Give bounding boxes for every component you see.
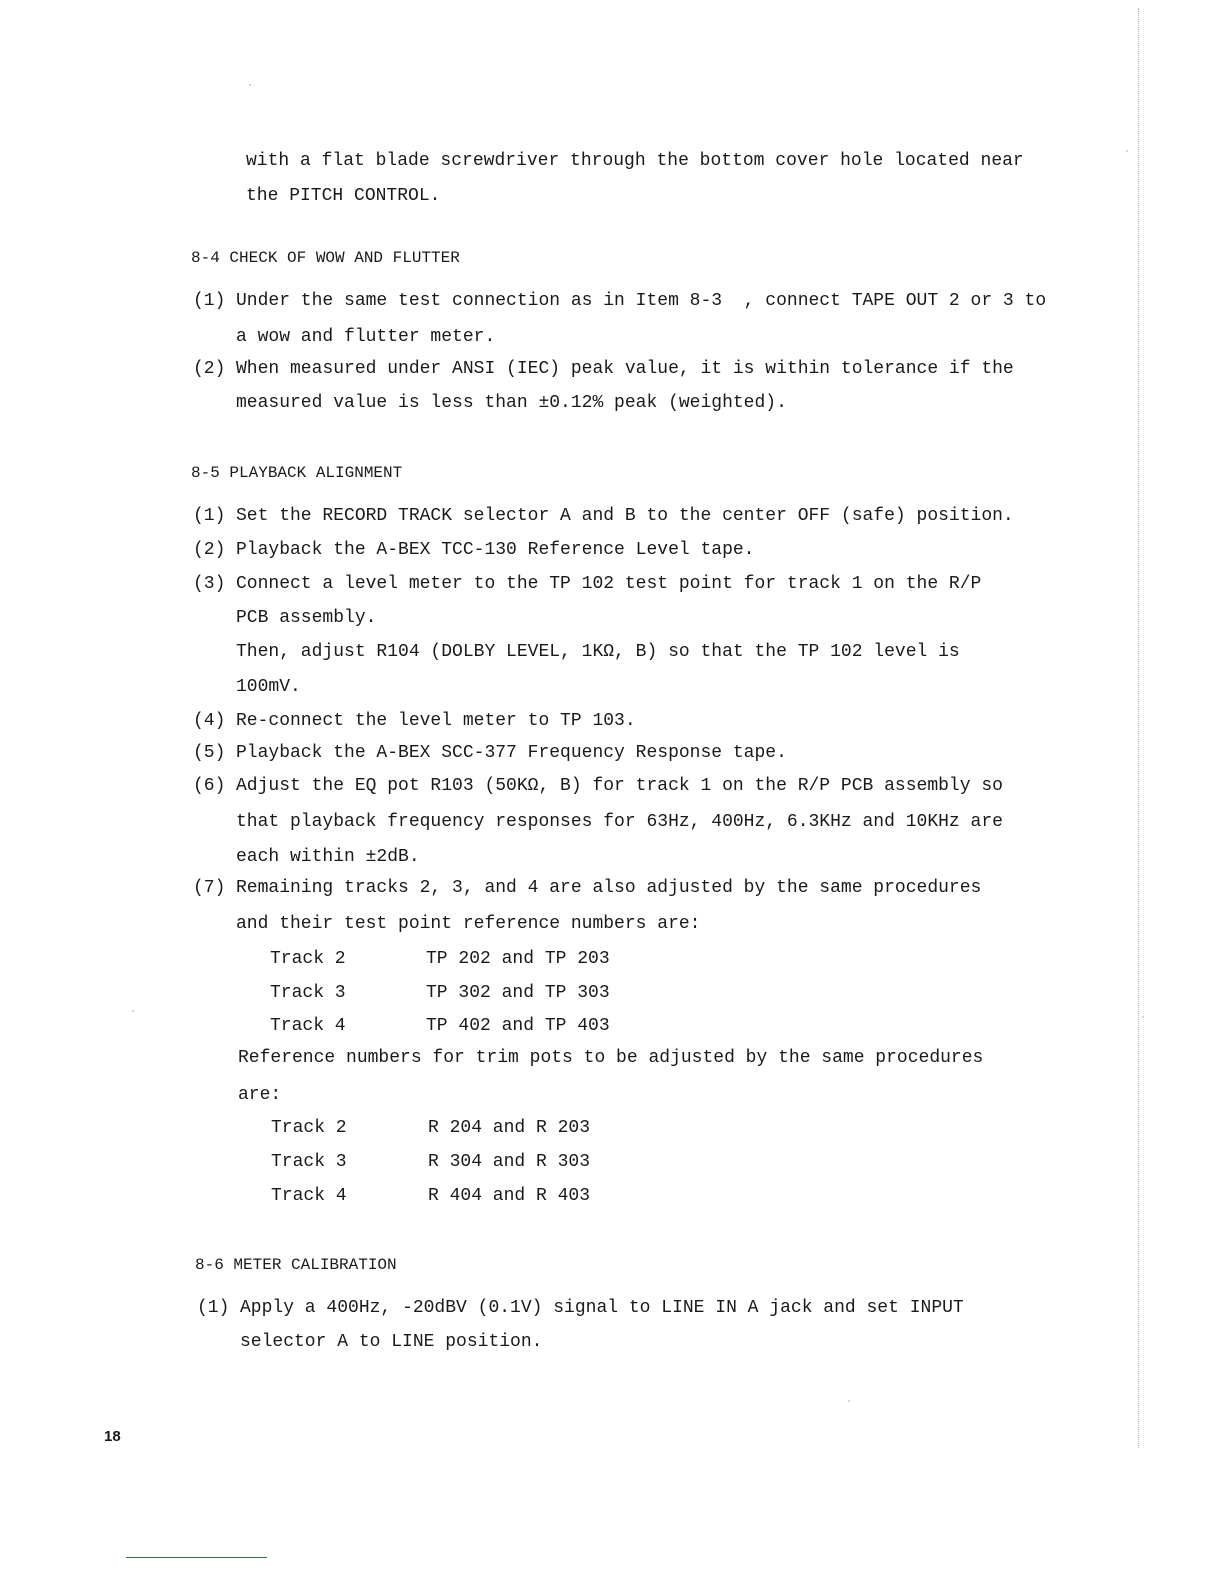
item-line: measured value is less than ±0.12% peak (weighted). [236,393,787,413]
item-line: Re-connect the level meter to TP 103. [236,711,636,731]
test-point-values: TP 202 and TP 203 [426,949,610,969]
scan-speck [1142,1016,1144,1018]
scan-edge-dots [1138,8,1145,1448]
test-point-track: Track 2 [270,949,346,969]
item-line: Playback the A-BEX SCC-377 Frequency Response tape. [236,743,787,763]
trim-pot-track: Track 2 [271,1118,347,1138]
intro-line-1: with a flat blade screwdriver through the bottom cover hole located near [246,151,1024,171]
scan-speck [132,1010,134,1012]
item-number: (1) [193,291,226,311]
item-line: selector A to LINE position. [240,1332,543,1352]
item-number: (1) [193,506,226,526]
item-number: (4) [193,711,226,731]
trim-pot-values: R 204 and R 203 [428,1118,591,1138]
section-8-4-heading: 8-4 CHECK OF WOW AND FLUTTER [191,249,460,267]
item-line: Then, adjust R104 (DOLBY LEVEL, 1KΩ, B) so that the TP 102 level is [236,642,960,662]
item-number: (6) [193,776,226,796]
item-number: (3) [193,574,226,594]
scan-speck [1126,150,1128,152]
item-number: (1) [197,1298,230,1318]
scan-speck [848,1400,850,1402]
test-point-values: TP 402 and TP 403 [426,1016,610,1036]
item-line: 100mV. [236,677,301,697]
item-line: and their test point reference numbers are: [236,914,701,934]
trim-intro-line: are: [238,1085,282,1105]
item-line: PCB assembly. [236,608,377,628]
item-line: Set the RECORD TRACK selector A and B to the center OFF (safe) position. [236,506,1014,526]
item-line: Under the same test connection as in Item 8-3 , connect TAPE OUT 2 or 3 to [236,291,1047,311]
trim-pot-values: R 304 and R 303 [428,1152,591,1172]
trim-pot-track: Track 4 [271,1186,347,1206]
item-number: (2) [193,540,226,560]
item-number: (5) [193,743,226,763]
footer-rule [126,1557,267,1558]
trim-pot-track: Track 3 [271,1152,347,1172]
section-8-6-heading: 8-6 METER CALIBRATION [195,1256,397,1274]
item-line: Connect a level meter to the TP 102 test point for track 1 on the R/P [236,574,982,594]
scan-speck [249,84,251,86]
section-8-5-heading: 8-5 PLAYBACK ALIGNMENT [191,464,403,482]
item-line: When measured under ANSI (IEC) peak value, it is within tolerance if the [236,359,1014,379]
item-number: (2) [193,359,226,379]
item-line: that playback frequency responses for 63Hz, 400Hz, 6.3KHz and 10KHz are [236,812,1003,832]
item-line: a wow and flutter meter. [236,327,496,347]
test-point-track: Track 4 [270,1016,346,1036]
trim-pot-values: R 404 and R 403 [428,1186,591,1206]
item-line: Remaining tracks 2, 3, and 4 are also adjusted by the same procedures [236,878,982,898]
item-line: Apply a 400Hz, -20dBV (0.1V) signal to LINE IN A jack and set INPUT [240,1298,964,1318]
item-line: Adjust the EQ pot R103 (50KΩ, B) for track 1 on the R/P PCB assembly so [236,776,1003,796]
page-number: 18 [104,1428,121,1445]
item-number: (7) [193,878,226,898]
item-line: Playback the A-BEX TCC-130 Reference Level tape. [236,540,755,560]
trim-intro-line: Reference numbers for trim pots to be adjusted by the same procedures [238,1048,984,1068]
intro-line-2: the PITCH CONTROL. [246,186,441,206]
test-point-track: Track 3 [270,983,346,1003]
test-point-values: TP 302 and TP 303 [426,983,610,1003]
item-line: each within ±2dB. [236,847,420,867]
